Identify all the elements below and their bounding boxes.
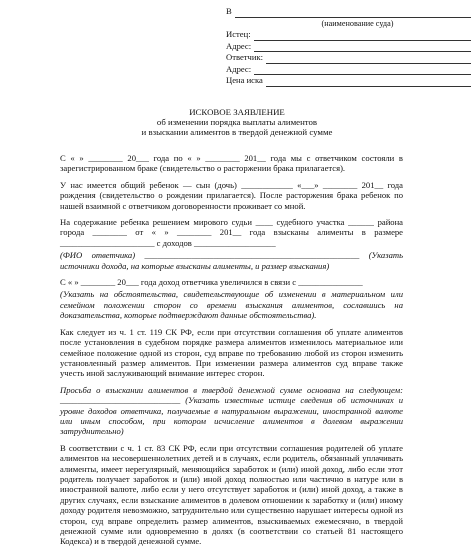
paragraph-fixed-sum-request: Просьба о взыскании алиментов в твердой денежной сумме основана на следующем: ____________________________ (Указать известные истице сведения об источниках и уровне доходов ответчика, получаемые в натуральном выражении, иностранной валюте или иным способом, при котором исчисление алиментов в долевом выражении затруднительно) [60, 384, 403, 437]
paragraph-child: У нас имеется общий ребенок — сын (дочь) ____________ «___» ________ 201__ года рождения (свидетельство о рождении прилагается). После расторжения брака ребенок по нашей взаимной с ответчиком договоренности проживает со мной. [60, 179, 403, 211]
field-plaintiff-address: Адрес: [226, 41, 471, 53]
paragraph-income-change: С « » ________ 20___ года доход ответчика увеличился в связи с _______________ [60, 277, 363, 288]
field-plaintiff: Истец: [226, 29, 471, 41]
paragraph-law-83: В соответствии с ч. 1 ст. 83 СК РФ, если при отсутствии соглашения родителей об уплате алиментов на несовершеннолетних детей и в случаях, если родитель, обязанный уплачивать алименты, имеет нерегулярный, меняющийся заработок и (или) иной доход, либо если этот родитель получает заработок и (или) иной доход полностью или частично в натуре или в иностранной валюте, либо если у него отсутствует заработок и (или) иной доход, а также в других случаях, если взыскание алиментов в долевом отношении к заработку и (или) иному доходу родителя невозможно, затруднительно или существенно нарушает интересы одной из сторон, суд вправе определить размер алиментов, взыскиваемых ежемесячно, в твердой денежной сумме или одновременно в долях (в соответствии со статьей 81 настоящего Кодекса) и в твердой денежной сумме. [60, 442, 403, 547]
paragraph-law-119: Как следует из ч. 1 ст. 119 СК РФ, если при отсутствии соглашения об уплате алиментов после установления в судебном порядке размера алиментов изменилось материальное или семейное положение одной из сторон, суд вправе по требованию любой из сторон изменить установленный размер алиментов. При изменении размера алиментов суд вправе также учесть иной заслуживающий внимание интерес сторон. [60, 326, 403, 379]
paragraph-marriage: С « » ________ 20___ года по « » ________ 201__ года мы с ответчиком состояли в зарегистрированном браке (свидетельство о расторжении брака прилагается). [60, 153, 403, 174]
title-main: ИСКОВОЕ ЗАЯВЛЕНИЕ [189, 107, 285, 117]
court-hint: (наименование суда) [321, 18, 394, 28]
paragraph-circumstances: (Указать на обстоятельства, свидетельствующие об изменении в материальном или семейном положении сторон со времени взыскания алиментов, сославшись на доказательства, которые подтверждают данные обстоятельства). [60, 289, 403, 321]
field-claim-value: Цена иска [226, 75, 471, 87]
document-title [0, 107, 474, 138]
court-line [226, 6, 471, 18]
addressee-block [226, 6, 471, 87]
title-sub-1: об изменении порядка выплаты алиментов [156, 117, 318, 128]
paragraph-defendant-income: (ФИО ответчика) __________________________________________________ (Указать источники дохода, на которые взысканы алименты, и размер взыскания) [60, 250, 403, 271]
title-sub-2: и взыскании алиментов в твердой денежной сумме [141, 127, 333, 138]
field-defendant: Ответчик: [226, 52, 471, 64]
court-prefix: В [226, 6, 232, 16]
court-blank [235, 9, 471, 18]
field-defendant-address: Адрес: [226, 64, 471, 76]
paragraph-court-decision: На содержание ребенка решением мирового судьи ____ судебного участка ______ района города ________ от « » ________ 201__ года взысканы алименты в размере ______________________ с доходов ___________________ [60, 217, 403, 248]
document-body [60, 153, 403, 553]
